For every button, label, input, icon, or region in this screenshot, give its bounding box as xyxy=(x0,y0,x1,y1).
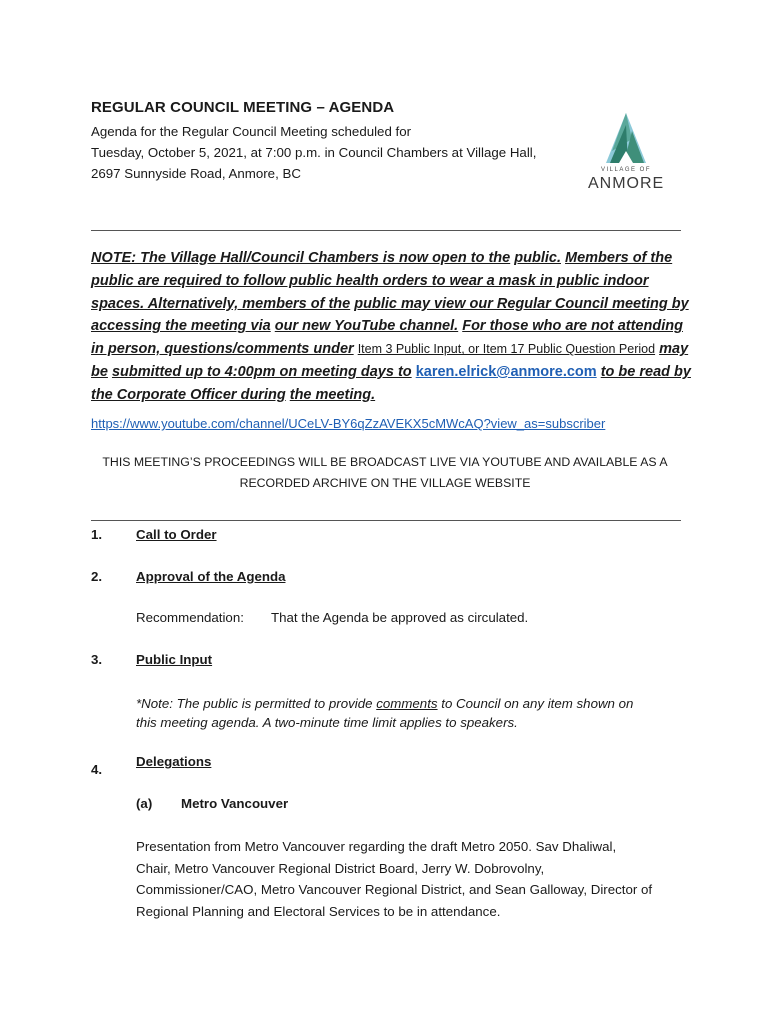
item-3-title: Public Input xyxy=(136,652,213,667)
notice-text-3: Members of the public are required to follow public health orders to wear a mask in public indoor spaces. Alternatively, members of the xyxy=(91,250,673,312)
notice-text-10: to be read by the Corporate Officer during xyxy=(91,363,691,403)
broadcast-line-1: THIS MEETING’S PROCEEDINGS WILL BE BROADCAST LIVE VIA YOUTUBE AND AVAILABLE AS A xyxy=(102,455,668,469)
public-input-note-a: *Note: The public is permitted to provide xyxy=(136,696,373,711)
recommendation-text: That the Agenda be approved as circulated. xyxy=(271,610,529,625)
public-notice xyxy=(91,247,691,407)
agenda-divider xyxy=(91,520,681,521)
public-input-note-d: this meeting agenda. A two-minute time limit applies to speakers. xyxy=(136,715,518,730)
delegation-line-3: Commissioner/CAO, Metro Vancouver Regional District, and Sean Galloway, Director of xyxy=(136,882,653,897)
notice-text-11: the meeting. xyxy=(289,386,376,403)
logo-anmore-text: ANMORE xyxy=(588,175,665,192)
notice-text-6: For those who are not attending in person, questions/comments under xyxy=(91,318,683,358)
item-4a-title: Metro Vancouver xyxy=(181,796,289,811)
logo-village-of-text: VILLAGE OF xyxy=(600,167,651,173)
item-1-title: Call to Order xyxy=(136,527,217,542)
youtube-channel-link[interactable]: https://www.youtube.com/channel/UCeLV-BY6qZzAVEKX5cMWcAQ?view_as=subscriber xyxy=(91,416,606,431)
broadcast-notice xyxy=(91,452,679,493)
item-2-title: Approval of the Agenda xyxy=(136,569,286,584)
delegation-description xyxy=(136,836,696,922)
recommendation-label: Recommendation: xyxy=(136,610,244,625)
item-3-number: 3. xyxy=(91,652,103,667)
meeting-info-line-1: Agenda for the Regular Council Meeting scheduled for xyxy=(91,124,412,139)
notice-text-1: NOTE: The Village Hall/Council Chambers is now open to the xyxy=(91,250,511,266)
item-4a-label: (a) xyxy=(136,796,153,811)
item-4-title: Delegations xyxy=(136,754,212,769)
mountain-logo-icon xyxy=(588,111,664,167)
public-input-note-c: to Council on any item shown on xyxy=(441,696,634,711)
item-2-number: 2. xyxy=(91,569,103,584)
notice-text-5: our new YouTube channel. xyxy=(274,318,459,335)
meeting-info-line-2: Tuesday, October 5, 2021, at 7:00 p.m. in Council Chambers at Village Hall, xyxy=(91,145,537,160)
public-input-note xyxy=(136,694,696,732)
anmore-logo xyxy=(588,111,664,199)
notice-text-8: may be xyxy=(91,341,689,380)
header-divider xyxy=(91,230,681,231)
meeting-info-line-3: 2697 Sunnyside Road, Anmore, BC xyxy=(91,166,301,181)
broadcast-line-2: RECORDED ARCHIVE ON THE VILLAGE WEBSITE xyxy=(239,475,531,490)
delegation-line-1: Presentation from Metro Vancouver regarding the draft Metro 2050. Sav Dhaliwal, xyxy=(136,839,617,854)
delegation-line-4: Regional Planning and Electoral Services to be in attendance. xyxy=(136,903,501,919)
notice-text-4: public may view our Regular Council meeting by accessing the meeting via xyxy=(91,295,689,335)
item-4-number: 4. xyxy=(91,762,103,777)
item-1-number: 1. xyxy=(91,527,103,542)
email-link[interactable]: karen.elrick@anmore.com xyxy=(415,363,597,380)
notice-text-7: Item 3 Public Input, or Item 17 Public Question Period xyxy=(357,342,656,357)
notice-text-9: submitted up to 4:00pm on meeting days to xyxy=(111,363,412,380)
page-title: REGULAR COUNCIL MEETING – AGENDA xyxy=(91,99,395,116)
delegation-line-2: Chair, Metro Vancouver Regional District Board, Jerry W. Dobrovolny, xyxy=(136,860,545,876)
public-input-note-b: comments xyxy=(376,696,438,711)
notice-text-2: public. xyxy=(514,250,561,266)
